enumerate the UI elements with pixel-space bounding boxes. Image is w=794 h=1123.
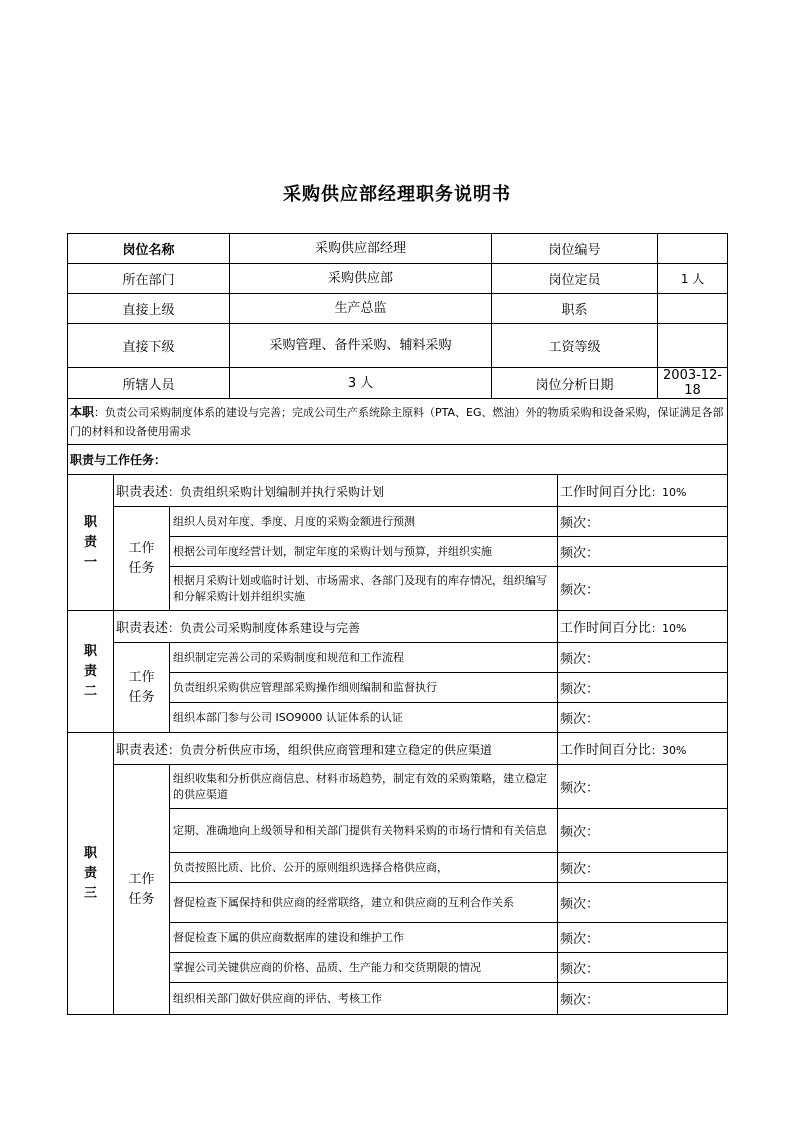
task-frequency: 频次： bbox=[558, 923, 728, 953]
superior-value: 生产总监 bbox=[230, 294, 492, 324]
work-task-text: 组织相关部门做好供应商的评估、考核工作 bbox=[170, 983, 558, 1015]
job-family-label: 职系 bbox=[492, 294, 658, 324]
analysis-date-value: 2003-12-18 bbox=[658, 368, 728, 399]
duty-name-char: 责 bbox=[83, 534, 97, 550]
work-task-label bbox=[114, 643, 170, 733]
work-task-text: 根据月采购计划或临时计划、市场需求、各部门及现有的库存情况，组织编写和分解采购计划并组织实施 bbox=[170, 567, 558, 611]
duty-name-char: 二 bbox=[83, 683, 97, 699]
work-task-text: 负责按照比质、比价、公开的原则组织选择合格供应商， bbox=[170, 853, 558, 883]
work-task-text: 掌握公司关键供应商的价格、品质、生产能力和交货期限的情况 bbox=[170, 953, 558, 983]
work-task-text: 组织本部门参与公司 ISO9000 认证体系的认证 bbox=[170, 703, 558, 733]
subordinate-value: 采购管理、备件采购、辅料采购 bbox=[230, 324, 492, 368]
work-task-label bbox=[114, 507, 170, 611]
task-frequency: 频次： bbox=[558, 507, 728, 537]
salary-grade-value bbox=[658, 324, 728, 368]
duty-description bbox=[114, 611, 558, 643]
duty-name-char: 一 bbox=[83, 554, 97, 570]
job-family-value bbox=[658, 294, 728, 324]
table-row bbox=[68, 611, 728, 643]
work-task-text: 组织收集和分析供应商信息、材料市场趋势，制定有效的采购策略，建立稳定的供应渠道 bbox=[170, 765, 558, 809]
duty-name-char: 责 bbox=[83, 865, 97, 881]
duty-name bbox=[68, 475, 114, 611]
task-frequency: 频次： bbox=[558, 643, 728, 673]
staff-label: 所辖人员 bbox=[68, 368, 230, 399]
headcount-label: 岗位定员 bbox=[492, 264, 658, 294]
work-task-text: 负责组织采购供应管理部采购操作细则编制和监督执行 bbox=[170, 673, 558, 703]
work-task-text: 督促检查下属的供应商数据库的建设和维护工作 bbox=[170, 923, 558, 953]
task-frequency: 频次： bbox=[558, 883, 728, 923]
duty-description-text: ：负责公司采购制度体系建设与完善 bbox=[168, 621, 361, 635]
section-title: 职责与工作任务： bbox=[68, 445, 728, 475]
table-row bbox=[68, 294, 728, 324]
summary-label: 本职 bbox=[70, 404, 95, 419]
work-time-percentage-value: ：10% bbox=[651, 622, 687, 635]
duty-description-label: 职责表述 bbox=[116, 485, 169, 500]
headcount-value: 1 人 bbox=[658, 264, 728, 294]
position-name-value: 采购供应部经理 bbox=[230, 234, 492, 264]
superior-label: 直接上级 bbox=[68, 294, 230, 324]
table-row bbox=[68, 234, 728, 264]
duty-name-char: 责 bbox=[83, 663, 97, 679]
duty-name-char: 三 bbox=[83, 885, 97, 901]
duty-description-label: 职责表述 bbox=[116, 743, 169, 758]
task-frequency: 频次： bbox=[558, 673, 728, 703]
work-time-percentage-value: ：30% bbox=[651, 744, 687, 757]
task-frequency: 频次： bbox=[558, 537, 728, 567]
duty-name-char: 职 bbox=[83, 514, 97, 530]
document-title: 采购供应部经理职务说明书 bbox=[283, 184, 511, 205]
duty-description bbox=[114, 475, 558, 507]
job-description-form bbox=[67, 233, 727, 1015]
job-table bbox=[67, 233, 728, 1015]
work-time-percentage-label: 工作时间百分比 bbox=[560, 743, 652, 758]
task-frequency: 频次： bbox=[558, 853, 728, 883]
table-row bbox=[68, 399, 728, 445]
job-summary bbox=[68, 399, 728, 445]
table-row bbox=[68, 368, 728, 399]
table-row bbox=[68, 475, 728, 507]
work-task-text: 督促检查下属保持和供应商的经常联络，建立和供应商的互利合作关系 bbox=[170, 883, 558, 923]
work-time-percentage-label: 工作时间百分比 bbox=[560, 485, 652, 500]
subordinate-label: 直接下级 bbox=[68, 324, 230, 368]
duty-description-text: ：负责分析供应市场，组织供应商管理和建立稳定的供应渠道 bbox=[168, 743, 493, 757]
task-frequency: 频次： bbox=[558, 953, 728, 983]
summary-text: ：负责公司采购制度体系的建设与完善；完成公司生产系统除主原料（PTA、EG、燃油）外的物质采购和设备采购，保证满足各部门的材料和设备使用需求 bbox=[70, 405, 724, 438]
work-task-label-text: 工作任务 bbox=[128, 871, 155, 907]
work-task-label-text: 工作任务 bbox=[128, 540, 155, 576]
work-time-percentage-value: ：10% bbox=[651, 486, 687, 499]
task-frequency: 频次： bbox=[558, 809, 728, 853]
work-task-text: 组织人员对年度、季度、月度的采购金额进行预测 bbox=[170, 507, 558, 537]
work-task-text: 组织制定完善公司的采购制度和规范和工作流程 bbox=[170, 643, 558, 673]
work-task-text: 根据公司年度经营计划，制定年度的采购计划与预算，并组织实施 bbox=[170, 537, 558, 567]
analysis-date-label: 岗位分析日期 bbox=[492, 368, 658, 399]
duty-name-char: 职 bbox=[83, 643, 97, 659]
salary-grade-label: 工资等级 bbox=[492, 324, 658, 368]
table-row bbox=[68, 324, 728, 368]
duty-name bbox=[68, 733, 114, 1015]
duty-description-label: 职责表述 bbox=[116, 621, 169, 636]
work-time-percentage bbox=[558, 475, 728, 507]
work-time-percentage bbox=[558, 611, 728, 643]
duty-description-text: ：负责组织采购计划编制并执行采购计划 bbox=[168, 485, 385, 499]
department-label: 所在部门 bbox=[68, 264, 230, 294]
position-code-value bbox=[658, 234, 728, 264]
work-task-text: 定期、准确地向上级领导和相关部门提供有关物料采购的市场行情和有关信息 bbox=[170, 809, 558, 853]
table-row bbox=[68, 507, 728, 537]
work-task-label bbox=[114, 765, 170, 1015]
duty-name-char: 职 bbox=[83, 845, 97, 861]
table-row bbox=[68, 264, 728, 294]
table-row bbox=[68, 765, 728, 809]
work-time-percentage bbox=[558, 733, 728, 765]
work-task-label-text: 工作任务 bbox=[128, 669, 155, 705]
table-row bbox=[68, 445, 728, 475]
department-value: 采购供应部 bbox=[230, 264, 492, 294]
task-frequency: 频次： bbox=[558, 765, 728, 809]
position-name-label: 岗位名称 bbox=[68, 234, 230, 264]
table-row bbox=[68, 733, 728, 765]
duty-name bbox=[68, 611, 114, 733]
work-time-percentage-label: 工作时间百分比 bbox=[560, 621, 652, 636]
task-frequency: 频次： bbox=[558, 567, 728, 611]
staff-value: 3 人 bbox=[230, 368, 492, 399]
task-frequency: 频次： bbox=[558, 703, 728, 733]
duty-description bbox=[114, 733, 558, 765]
task-frequency: 频次： bbox=[558, 983, 728, 1015]
table-row bbox=[68, 643, 728, 673]
position-code-label: 岗位编号 bbox=[492, 234, 658, 264]
